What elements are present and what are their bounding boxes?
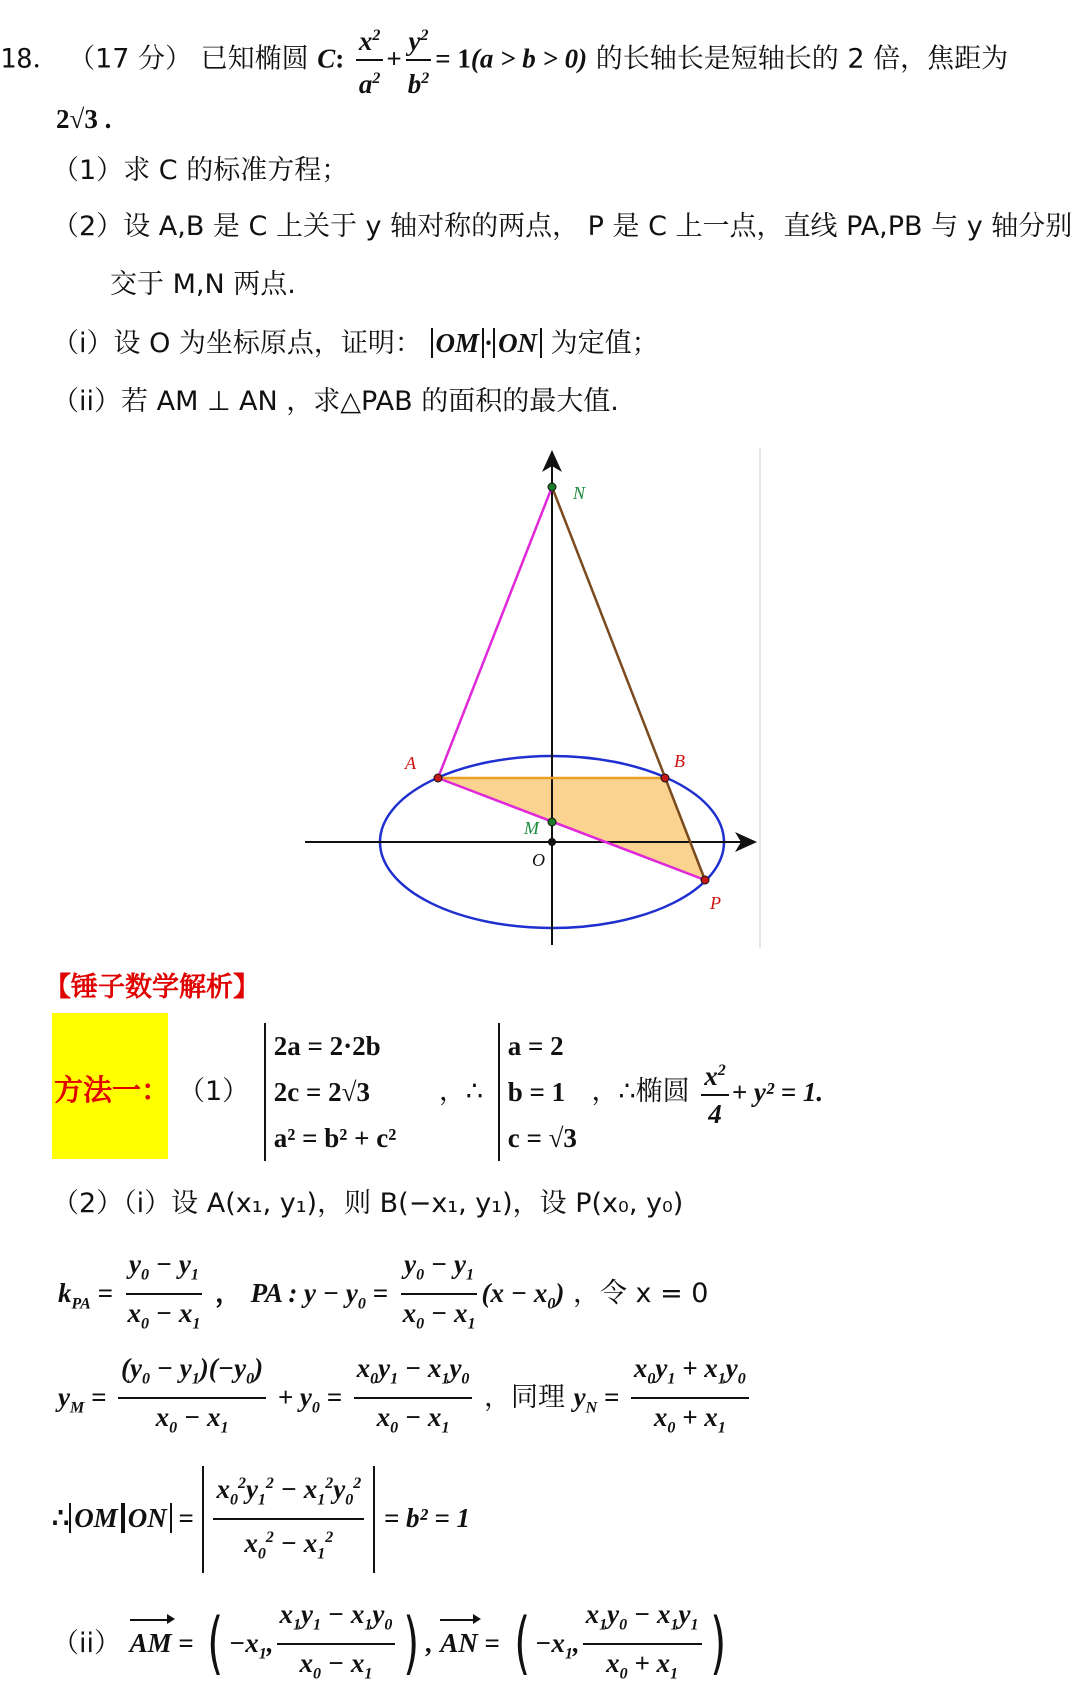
label-M: M bbox=[524, 818, 539, 838]
point-P bbox=[701, 876, 709, 884]
ellipse-name: C bbox=[317, 43, 336, 74]
sys1-eq3: a² = b² + c² bbox=[273, 1123, 397, 1153]
result-text: ，∴椭圆 bbox=[591, 1076, 690, 1107]
problem-number: 18． bbox=[0, 43, 60, 75]
problem-desc: 的长轴长是短轴长的 2 倍，焦距为 bbox=[595, 43, 1009, 75]
result-tail: + y² = 1. bbox=[731, 1077, 824, 1107]
qi-tail: 为定值； bbox=[550, 328, 659, 359]
point-M bbox=[548, 818, 556, 826]
label-O: O bbox=[532, 850, 545, 870]
system-2 bbox=[498, 1023, 577, 1161]
problem-header: 18． （17 分） 已知椭圆 C: $\frac{x^2}{a^2}$ + $\frac{y^2}{b^2}$ = 1(a > b > 0) 的长轴长是短轴长的 2 倍，焦距为 bbox=[0, 18, 1008, 68]
method-label: 方法一： bbox=[54, 1073, 171, 1107]
vector-line: （ii） AM = ( $-x_1$, $\frac{x_1y_1 - x_1y_0}{x_0 - x_1}$ ) , AN = ( $-x_1$, $\frac{x_1y_0 - x_1y_1}{x_0 + x_1}$ ) bbox=[52, 1596, 731, 1693]
part2-setup: （2）（i）设 A(x₁, y₁)，则 B(−x₁, y₁)，设 P(x₀, y₀) bbox=[52, 1188, 684, 1219]
same-as: ，同理 bbox=[484, 1381, 566, 1413]
part1-solution bbox=[178, 1023, 823, 1161]
ellipse-equation: $\frac{x^2}{a^2}$ bbox=[356, 18, 384, 102]
solution-title: 【锤子数学解析】 bbox=[44, 972, 260, 1003]
q2-label: （2） bbox=[52, 211, 124, 242]
sys2-eq3: c = √3 bbox=[507, 1123, 577, 1153]
omon-result: = b² = 1 bbox=[383, 1502, 470, 1533]
yM-line: $y_M$ = $\frac{(y_0 - y_1)(-y_0)}{x_0 - x_1}$ + $y_0$ = $\frac{x_0y_1 - x_1y_0}{x_0 - x_1}$ ，同理 $y_N$ = $\frac{x_0y_1 + x_1y_0}{x_0 + x_1}$ bbox=[58, 1350, 752, 1447]
system-1 bbox=[264, 1023, 397, 1161]
problem-intro: 已知椭圆 bbox=[200, 43, 309, 75]
sys1-eq2: 2c = 2√3 bbox=[273, 1077, 370, 1107]
point-B bbox=[661, 774, 669, 782]
ellipse-condition: (a > b > 0) bbox=[470, 43, 588, 74]
label-P: P bbox=[710, 893, 721, 913]
sys2-eq1: a = 2 bbox=[507, 1031, 564, 1061]
part1-label: （1） bbox=[178, 1076, 250, 1107]
q2-text: 设 A,B 是 C 上关于 y 轴对称的两点， P 是 C 上一点，直线 PA,PB 与 y 轴分别 bbox=[123, 211, 1073, 242]
sys2-eq2: b = 1 bbox=[507, 1077, 566, 1107]
label-A: A bbox=[405, 753, 416, 773]
focal-length: 2√3 . bbox=[56, 104, 112, 134]
omon-line: ∴ OM ON = $\frac{x_0^2y_1^2 - x_1^2y_0^2}{x_0^2 - x_1^2}$ = b² = 1 bbox=[52, 1466, 470, 1573]
label-N: N bbox=[573, 483, 586, 503]
qii-label: （ii） bbox=[52, 386, 122, 417]
q1-label: （1） bbox=[52, 155, 124, 186]
result-frac: $\frac{x^2}{4}$ bbox=[701, 1053, 729, 1132]
part-ii-label: （ii） bbox=[52, 1627, 122, 1659]
qi-text: 设 O 为坐标原点，证明： bbox=[113, 328, 422, 359]
label-B: B bbox=[674, 751, 685, 771]
sys1-eq1: 2a = 2·2b bbox=[273, 1031, 381, 1061]
point-N bbox=[548, 483, 556, 491]
point-A bbox=[434, 774, 442, 782]
question-2i: （i）设 O 为坐标原点，证明： OM · ON 为定值； bbox=[52, 328, 659, 359]
therefore: ，∴ bbox=[438, 1076, 484, 1107]
point-O bbox=[548, 838, 556, 846]
line-AN bbox=[438, 487, 552, 778]
q1-text: 求 C 的标准方程； bbox=[123, 155, 349, 186]
qi-label: （i） bbox=[52, 328, 114, 359]
let-x0: ，令 x = 0 bbox=[572, 1277, 709, 1309]
qii-text: 若 AM ⊥ AN ，求△PAB 的面积的最大值. bbox=[121, 386, 619, 417]
question-2-cont: 交于 M,N 两点. bbox=[110, 269, 296, 300]
slope-line: $k_{PA}$ = $\frac{y_0 - y_1}{x_0 - x_1}$ ， PA : $y - y_0$ = $\frac{y_0 - y_1}{x_0 - x_1}$ $(x - x_0)$ ，令 x = 0 bbox=[58, 1246, 708, 1343]
problem-points: （17 分） bbox=[68, 43, 193, 75]
